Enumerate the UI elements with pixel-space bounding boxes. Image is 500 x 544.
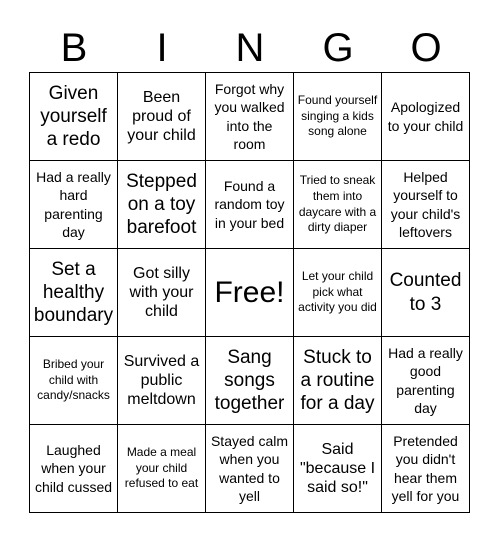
bingo-cell[interactable]: [118, 425, 206, 513]
cell-text: Sang songs together: [214, 346, 285, 415]
cell-text: Tried to sneak them into daycare with a dirty diaper: [298, 173, 377, 235]
header-letter-g: G: [322, 26, 354, 70]
free-space-text: Free!: [214, 276, 285, 309]
cell-text: Helped yourself to your child's leftovers: [390, 169, 461, 240]
cell-text: Stuck to a routine for a day: [300, 346, 375, 415]
bingo-header: [30, 24, 470, 72]
header-letter-o: O: [410, 26, 442, 70]
bingo-cell[interactable]: [382, 425, 470, 513]
bingo-cell[interactable]: [294, 249, 382, 337]
header-letter-b: B: [60, 26, 88, 70]
free-space-cell[interactable]: [206, 249, 294, 337]
bingo-cell[interactable]: [118, 337, 206, 425]
cell-text: Been proud of your child: [127, 88, 196, 145]
bingo-cell[interactable]: [30, 249, 118, 337]
cell-text: Stepped on a toy barefoot: [126, 170, 197, 239]
cell-text: Set a healthy boundary: [33, 258, 114, 327]
cell-text: Found a random toy in your bed: [214, 178, 285, 231]
bingo-cell[interactable]: [30, 425, 118, 513]
cell-text: Counted to 3: [389, 270, 462, 315]
cell-text: Found yourself singing a kids song alone: [297, 93, 378, 139]
cell-text: Laughed when your child cussed: [34, 442, 113, 495]
bingo-cell[interactable]: [30, 73, 118, 161]
bingo-cell[interactable]: [118, 249, 206, 337]
bingo-cell[interactable]: [382, 337, 470, 425]
cell-text: Apologized to your child: [387, 99, 464, 134]
bingo-cell[interactable]: [30, 337, 118, 425]
header-letter-i: I: [156, 26, 168, 70]
cell-text: Had a really good parenting day: [388, 345, 463, 416]
bingo-cell[interactable]: [382, 73, 470, 161]
cell-text: Forgot why you walked into the room: [214, 81, 285, 152]
bingo-cell[interactable]: [206, 161, 294, 249]
header-letter-n: N: [235, 26, 265, 70]
bingo-board: [29, 72, 470, 513]
cell-text: Had a really hard parenting day: [36, 169, 111, 240]
bingo-cell[interactable]: [294, 73, 382, 161]
cell-text: Said "because I said so!": [299, 440, 376, 497]
bingo-cell[interactable]: [118, 161, 206, 249]
cell-text: Pretended you didn't hear them yell for you: [391, 433, 460, 504]
bingo-cell[interactable]: [118, 73, 206, 161]
cell-text: Made a meal your child refused to eat: [124, 445, 199, 491]
bingo-cell[interactable]: [30, 161, 118, 249]
bingo-cell[interactable]: [294, 161, 382, 249]
bingo-cell[interactable]: [382, 161, 470, 249]
cell-text: Let your child pick what activity you did: [298, 269, 377, 315]
cell-text: Stayed calm when you wanted to yell: [210, 433, 289, 504]
bingo-cell[interactable]: [206, 337, 294, 425]
bingo-cell[interactable]: [294, 337, 382, 425]
bingo-cell[interactable]: [206, 73, 294, 161]
cell-text: Bribed your child with candy/snacks: [37, 357, 110, 403]
cell-text: Got silly with your child: [129, 264, 194, 321]
bingo-cell[interactable]: [294, 425, 382, 513]
cell-text: Given yourself a redo: [40, 82, 107, 151]
bingo-cell[interactable]: [382, 249, 470, 337]
cell-text: Survived a public meltdown: [123, 352, 200, 409]
bingo-cell[interactable]: [206, 425, 294, 513]
